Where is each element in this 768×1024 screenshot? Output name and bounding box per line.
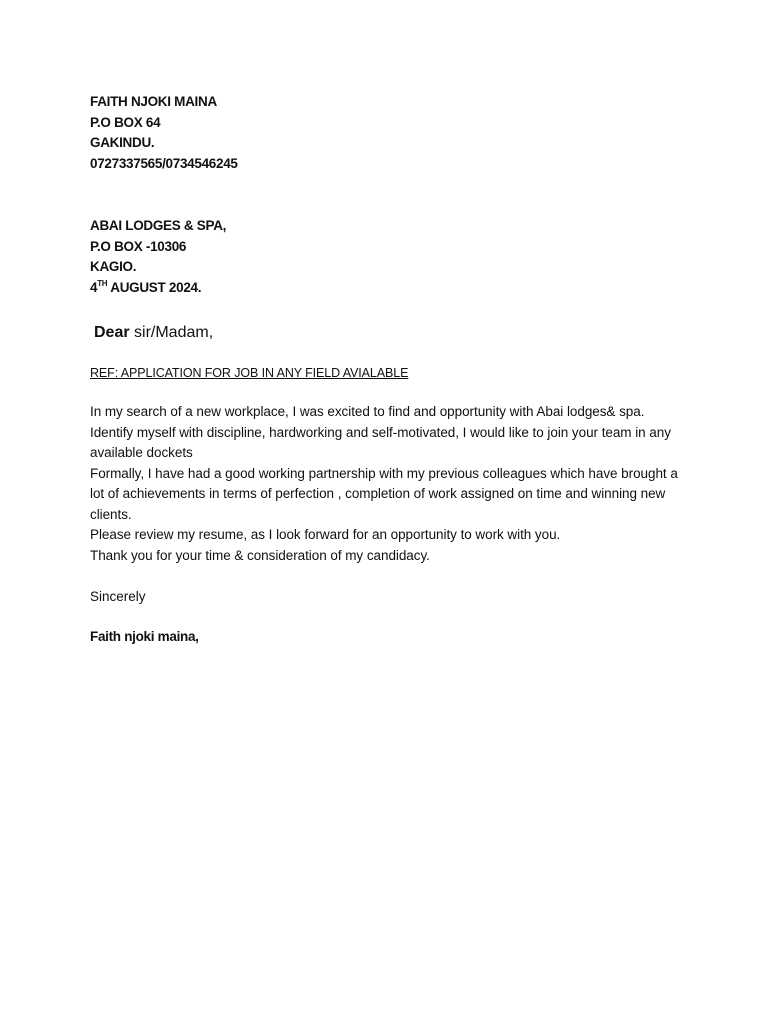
letter-page xyxy=(90,92,690,648)
letter-date xyxy=(90,278,690,299)
body-paragraph-2: Formally, I have had a good working partnership with my previous colleagues which have brought a lot of achievements in terms of perfection , completion of work assigned on time and winning new clients. xyxy=(90,465,678,522)
body-paragraph-3: Please review my resume, as I look forward for an opportunity to work with you. xyxy=(90,527,561,542)
recipient-town: KAGIO. xyxy=(90,259,137,274)
closing: Sincerely xyxy=(90,588,146,604)
sender-po-box: P.O BOX 64 xyxy=(90,114,161,130)
salutation xyxy=(90,322,690,344)
sender-address xyxy=(90,92,690,174)
sender-town: GAKINDU. xyxy=(90,135,155,150)
date-month-year: AUGUST 2024. xyxy=(107,279,202,295)
salutation-dear: Dear xyxy=(94,324,130,341)
signature: Faith njoki maina, xyxy=(90,629,199,644)
sender-phone: 0727337565/0734546245 xyxy=(90,155,238,171)
date-ordinal: TH xyxy=(97,278,108,288)
recipient-address xyxy=(90,216,690,298)
body-paragraph-4: Thank you for your time & consideration of my candidacy. xyxy=(90,547,430,563)
date-day: 4 xyxy=(90,279,98,295)
salutation-rest: sir/Madam, xyxy=(129,324,214,341)
reference-line: REF: APPLICATION FOR JOB IN ANY FIELD AVIALABLE xyxy=(90,366,409,380)
letter-body xyxy=(90,402,680,566)
body-paragraph-1: In my search of a new workplace, I was excited to find and opportunity with Abai lodges& spa. Identify myself with discipline, hardworking and self-motivated, I would like to join your team in any available dockets xyxy=(90,404,671,460)
sender-name: FAITH NJOKI MAINA xyxy=(90,94,217,109)
recipient-po-box: P.O BOX -10306 xyxy=(90,238,187,254)
recipient-name: ABAI LODGES & SPA, xyxy=(90,218,227,233)
